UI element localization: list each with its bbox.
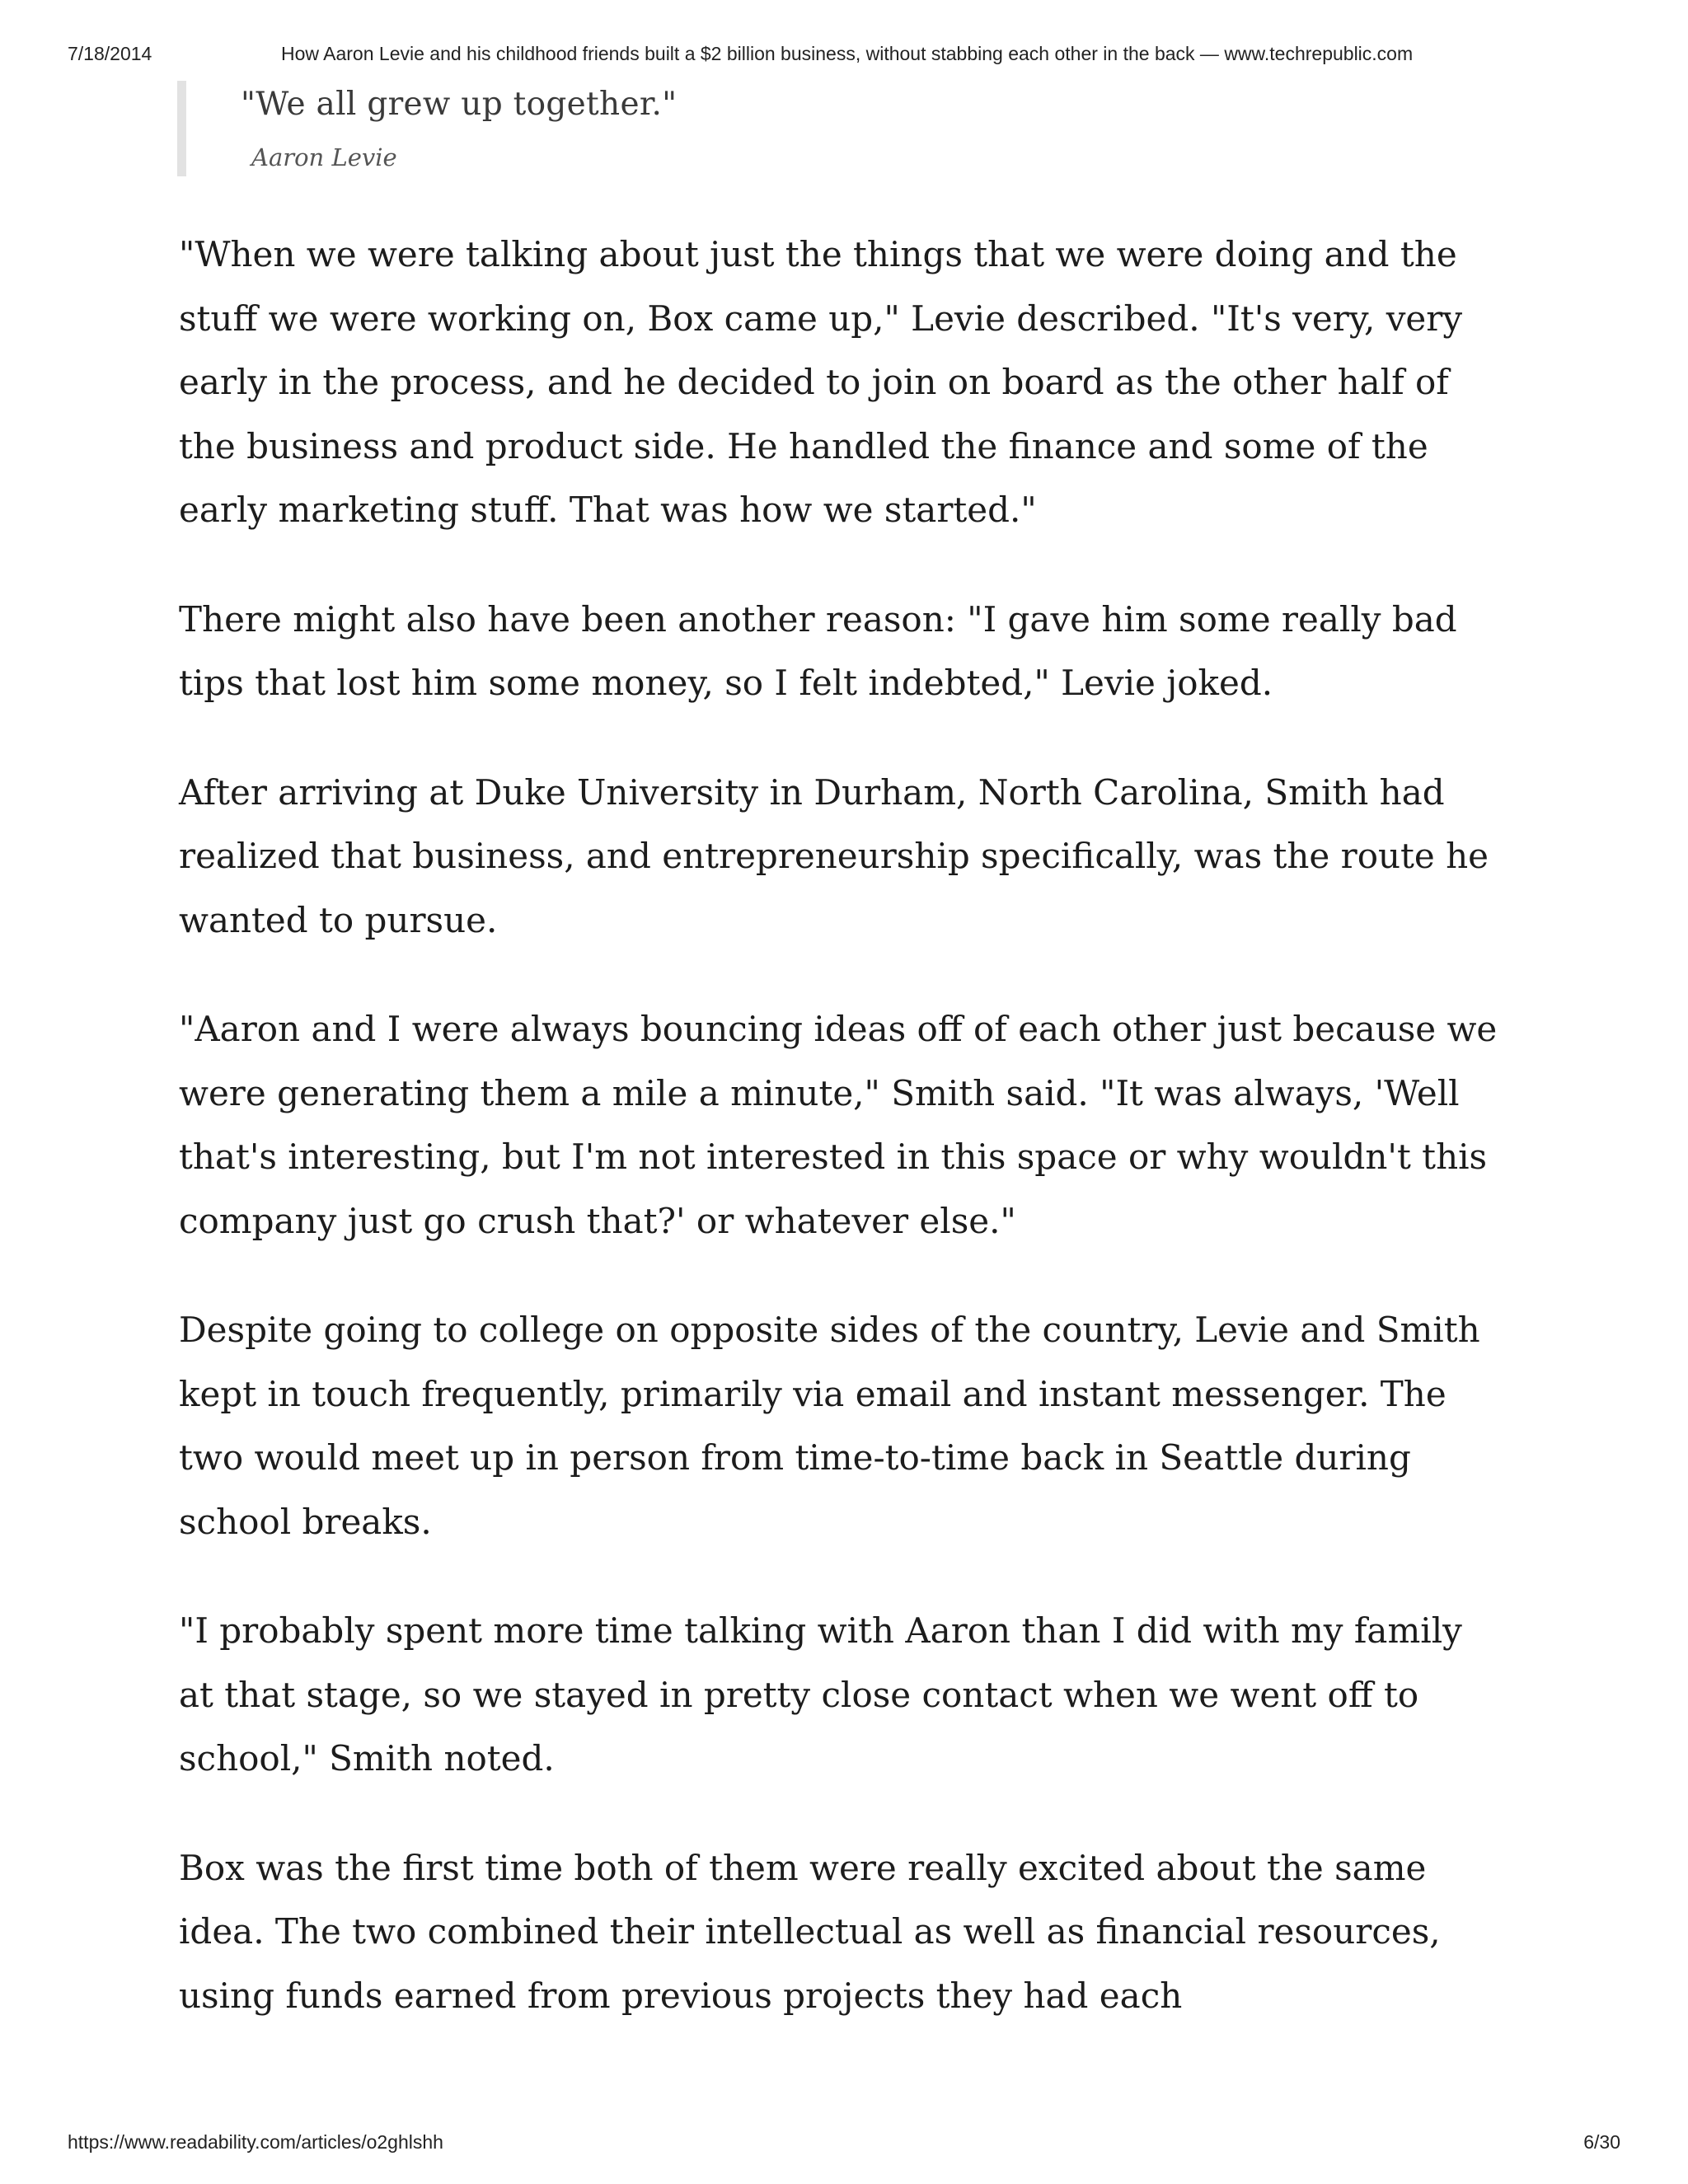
article-paragraph: There might also have been another reason: "I gave him some really bad tips that lost him some money, so I felt indebted," Levie joked. [179, 598, 1457, 703]
article-paragraph: "When we were talking about just the things that we were doing and the stuff we were working on, Box came up," Levie described. "It's very, very early in the process, and he decided to join on board as the other half of the business and product side. He handled the finance and some of the early marketing stuff. That was how we started." [179, 234, 1463, 530]
print-footer [0, 2131, 1688, 2156]
pull-quote-attribution: Aaron Levie [251, 143, 397, 171]
article-paragraph: Box was the first time both of them were really excited about the same idea. The two combined their intellectual as well as financial resources, using funds earned from previous projects they had each [179, 1847, 1441, 2016]
print-page-title: How Aaron Levie and his childhood friends built a $2 billion business, without stabbing each other in the back — www.techrepublic.com [281, 43, 1414, 64]
page-number: 6/30 [1583, 2131, 1620, 2153]
print-url: https://www.readability.com/articles/o2ghlshh [68, 2131, 443, 2153]
article-body [179, 223, 1506, 2073]
pull-quote [177, 81, 928, 176]
article-paragraph: "Aaron and I were always bouncing ideas off of each other just because we were generating them a mile a minute," Smith said. "It was always, 'Well that's interesting, but I'm not interested in this space or why wouldn't this company just go crush that?' or whatever else." [179, 1009, 1498, 1241]
article-paragraph: After arriving at Duke University in Durham, North Carolina, Smith had realized that business, and entrepreneurship specifically, was the route he wanted to pursue. [179, 771, 1489, 940]
print-date: 7/18/2014 [68, 43, 152, 64]
article-paragraph: Despite going to college on opposite sides of the country, Levie and Smith kept in touch frequently, primarily via email and instant messenger. The two would meet up in person from time-to-time back in Seattle during school breaks. [179, 1310, 1480, 1542]
pull-quote-text: "We all grew up together." [241, 86, 678, 123]
print-header [0, 43, 1688, 68]
article-paragraph: "I probably spent more time talking with Aaron than I did with my family at that stage, so we stayed in pretty close contact when we went off to school," Smith noted. [179, 1610, 1462, 1779]
